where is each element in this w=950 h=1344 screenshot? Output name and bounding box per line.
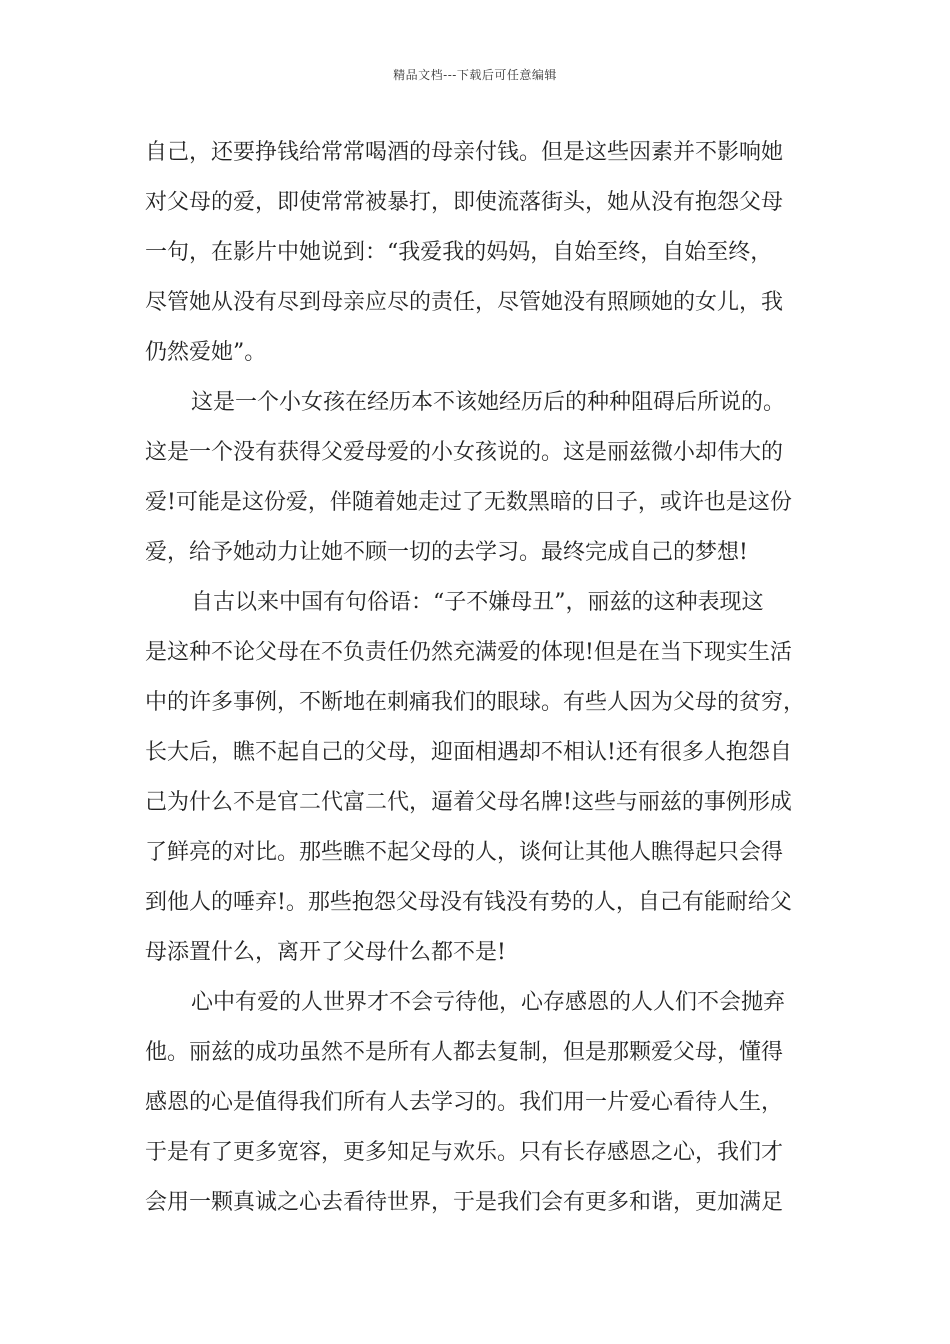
text-line: 到他人的唾弃!。那些抱怨父母没有钱没有势的人，自己有能耐给父 [145,890,792,915]
text-line: 会用一颗真诚之心去看待世界，于是我们会有更多和谐，更加满足 [145,1190,784,1215]
paragraph-first-line: 这是一个小女孩在经历本不该她经历后的种种阻碍后所说的。 [191,390,786,415]
text-line: 是这种不论父母在不负责任仍然充满爱的体现!但是在当下现实生活 [145,640,792,665]
text-line: 母添置什么，离开了父母什么都不是! [145,940,506,965]
text-line: 这是一个没有获得父爱母爱的小女孩说的。这是丽兹微小却伟大的 [145,440,784,465]
text-line: 自己，还要挣钱给常常喝酒的母亲付钱。但是这些因素并不影响她 [145,140,784,165]
text-line: 爱，给予她动力让她不顾一切的去学习。最终完成自己的梦想! [145,540,748,565]
paragraph-first-line: 心中有爱的人世界才不会亏待他，心存感恩的人人们不会抛弃 [191,990,786,1015]
text-line: 于是有了更多宽容，更多知足与欢乐。只有长存感恩之心，我们才 [145,1140,784,1165]
document-body [145,128,820,1228]
text-line: 长大后，瞧不起自己的父母，迎面相遇却不相认!还有很多人抱怨自 [145,740,792,765]
text-line: 己为什么不是官二代富二代，逼着父母名牌!这些与丽兹的事例形成 [145,790,792,815]
text-line: 爱!可能是这份爱，伴随着她走过了无数黑暗的日子，或许也是这份 [145,490,792,515]
text-line: 尽管她从没有尽到母亲应尽的责任，尽管她没有照顾她的女儿，我 [145,290,784,315]
text-line: 了鲜亮的对比。那些瞧不起父母的人，谈何让其他人瞧得起只会得 [145,840,784,865]
page-header: 精品文档---下载后可任意编辑 [393,68,557,82]
text-line: 感恩的心是值得我们所有人去学习的。我们用一片爱心看待人生， [145,1090,784,1115]
text-line: 一句，在影片中她说到：“我爱我的妈妈，自始至终，自始至终， [145,240,773,265]
text-line: 中的许多事例，不断地在刺痛我们的眼球。有些人因为父母的贫穷， [145,690,806,715]
text-line: 对父母的爱，即使常常被暴打，即使流落街头，她从没有抱怨父母 [145,190,784,215]
text-line: 仍然爱她”。 [145,340,267,365]
paragraph-first-line: 自古以来中国有句俗语：“子不嫌母丑”，丽兹的这种表现这 [191,590,764,615]
text-line: 他。丽兹的成功虽然不是所有人都去复制，但是那颗爱父母，懂得 [145,1040,784,1065]
